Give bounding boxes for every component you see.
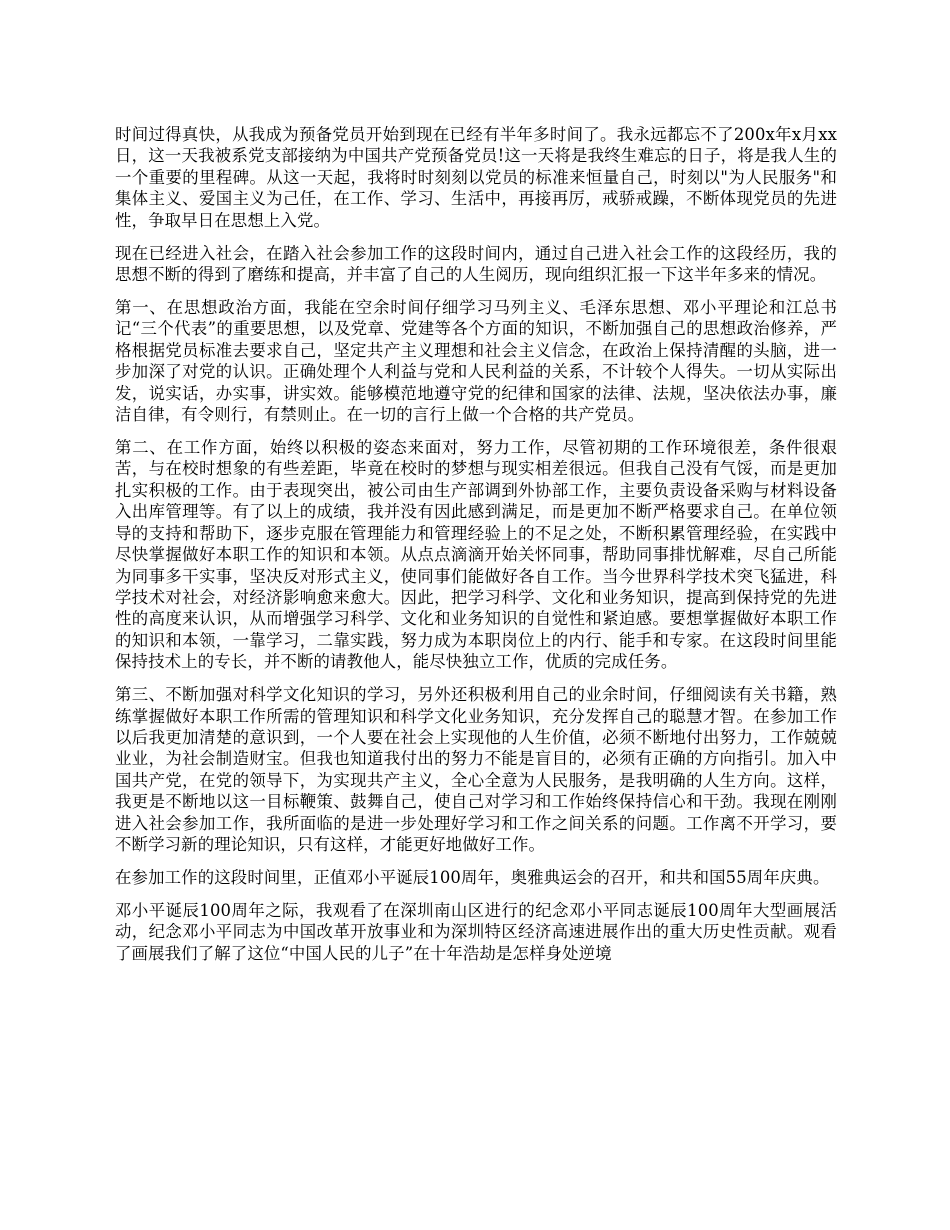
paragraph-3: 第一、在思想政治方面，我能在空余时间仔细学习马列主义、毛泽东思想、邓小平理论和江总书记“三个代表”的重要思想，以及党章、党建等各个方面的知识，不断加强自己的思想政治修养，严格根据党员标准去要求自己，坚定共产主义理想和社会主义信念，在政治上保持清醒的头脑，进一步加深了对党的认识。正确处理个人利益与党和人民利益的关系，不计较个人得失。一切从实际出发，说实话，办实事，讲实效。能够模范地遵守党的纪律和国家的法律、法规，坚决依法办事，廉洁自律，有令则行，有禁则止。在一切的言行上做一个合格的共产党员。: [115, 298, 837, 425]
paragraph-7: 邓小平诞辰100周年之际，我观看了在深圳南山区进行的纪念邓小平同志诞辰100周年大型画展活动，纪念邓小平同志为中国改革开放事业和为深圳特区经济高速进展作出的重大历史性贡献。观看了画展我们了解了这位“中国人民的儿子”在十年浩劫是怎样身处逆境: [115, 900, 837, 963]
paragraph-6: 在参加工作的这段时间里，正值邓小平诞辰100周年，奥雅典运会的召开，和共和国55周年庆典。: [115, 867, 830, 887]
paragraph-2: 现在已经进入社会，在踏入社会参加工作的这段时间内，通过自己进入社会工作的这段经历，我的思想不断的得到了磨练和提高，并丰富了自己的人生阅历，现向组织汇报一下这半年多来的情况。: [115, 243, 837, 285]
document-body: [115, 124, 837, 976]
paragraph-1: 时间过得真快，从我成为预备党员开始到现在已经有半年多时间了。我永远都忘不了200x年x月xx日，这一天我被系党支部接纳为中国共产党预备党员!这一天将是我终生难忘的日子，将是我人生的一个重要的里程碑。从这一天起，我将时时刻刻以党员的标准来恒量自己，时刻以"为人民服务"和集体主义、爱国主义为己任，在工作、学习、生活中，再接再厉，戒骄戒躁，不断体现党员的先进性，争取早日在思想上入党。: [115, 125, 837, 230]
paragraph-5: 第三、不断加强对科学文化知识的学习，另外还积极利用自己的业余时间，仔细阅读有关书籍，熟练掌握做好本职工作所需的管理知识和科学文化业务知识，充分发挥自己的聪慧才智。在参加工作以后我更加清楚的意识到，一个人要在社会上实现他的人生价值，必须不断地付出努力，工作兢兢业业，为社会制造财宝。但我也知道我付出的努力不能是盲目的，必须有正确的方向指引。加入中国共产党，在党的领导下，为实现共产主义，全心全意为人民服务，是我明确的人生方向。这样，我更是不断地以这一目标鞭策、鼓舞自己，使自己对学习和工作始终保持信心和干劲。我现在刚刚进入社会参加工作，我所面临的是进一步处理好学习和工作之间关系的问题。工作离不开学习，要不断学习新的理论知识，只有这样，才能更好地做好工作。: [115, 685, 837, 854]
paragraph-4: 第二、在工作方面，始终以积极的姿态来面对，努力工作，尽管初期的工作环境很差，条件很艰苦，与在校时想象的有些差距，毕竟在校时的梦想与现实相差很远。但我自己没有气馁，而是更加扎实积极的工作。由于表现突出，被公司由生产部调到外协部工作，主要负责设备采购与材料设备入出库管理等。有了以上的成绩，我并没有因此感到满足，而是更加不断严格要求自己。在单位领导的支持和帮助下，逐步克服在管理能力和管理经验上的不足之处，不断积累管理经验，在实践中尽快掌握做好本职工作的知识和本领。从点点滴滴开始关怀同事，帮助同事排忧解难，尽自己所能为同事多干实事，坚决反对形式主义，使同事们能做好各自工作。当今世界科学技术突飞猛进，科学技术对社会，对经济影响愈来愈大。因此，把学习科学、文化和业务知识，提高到保持党的先进性的高度来认识，从而增强学习科学、文化和业务知识的自觉性和紧迫感。要想掌握做好本职工作的知识和本领，一靠学习，二靠实践，努力成为本职岗位上的内行、能手和专家。在这段时间里能保持技术上的专长，并不断的请教他人，能尽快独立工作，优质的完成任务。: [115, 438, 837, 672]
